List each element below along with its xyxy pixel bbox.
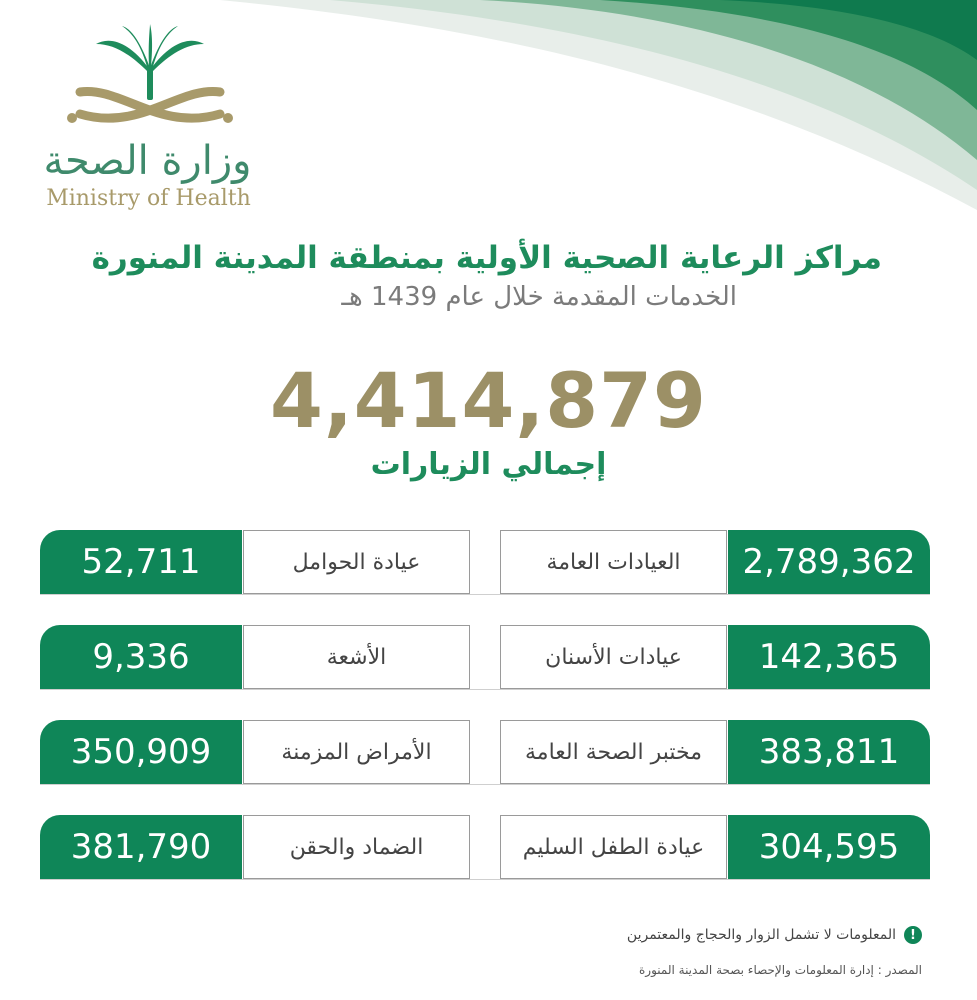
service-row <box>40 530 930 594</box>
service-label-right: عيادات الأسنان <box>500 625 727 689</box>
row-divider <box>40 594 930 595</box>
service-label-right: مختبر الصحة العامة <box>500 720 727 784</box>
service-row <box>40 625 930 689</box>
service-value-left: 9,336 <box>40 625 242 689</box>
footer-note <box>627 926 922 944</box>
service-value-right: 304,595 <box>728 815 930 879</box>
service-label-right: عيادة الطفل السليم <box>500 815 727 879</box>
service-value-right: 383,811 <box>728 720 930 784</box>
info-exclamation-icon: ! <box>904 926 922 944</box>
service-value-left: 350,909 <box>40 720 242 784</box>
total-visits-value: 4,414,879 <box>270 356 707 445</box>
logo-arabic-text: وزارة الصحة <box>43 138 252 184</box>
footer-source: المصدر : إدارة المعلومات والإحصاء بصحة المدينة المنورة <box>638 963 922 977</box>
service-label-left: الأمراض المزمنة <box>243 720 470 784</box>
service-value-left: 381,790 <box>40 815 242 879</box>
footer-note-text: المعلومات لا تشمل الزوار والحجاج والمعتمرين <box>626 927 896 943</box>
service-value-right: 142,365 <box>728 625 930 689</box>
row-divider <box>40 689 930 690</box>
service-label-left: عيادة الحوامل <box>243 530 470 594</box>
service-label-right: العيادات العامة <box>500 530 727 594</box>
page-subtitle: الخدمات المقدمة خلال عام 1439 هـ <box>341 282 737 312</box>
page-title: مراكز الرعاية الصحية الأولية بمنطقة المدينة المنورة <box>91 240 882 276</box>
service-value-right: 2,789,362 <box>728 530 930 594</box>
total-visits-label: إجمالي الزيارات <box>370 447 607 482</box>
service-row <box>40 720 930 784</box>
service-row <box>40 815 930 879</box>
service-label-left: الضماد والحقن <box>243 815 470 879</box>
service-value-left: 52,711 <box>40 530 242 594</box>
row-divider <box>40 879 930 880</box>
logo-english-text: Ministry of Health <box>46 186 251 211</box>
row-divider <box>40 784 930 785</box>
service-label-left: الأشعة <box>243 625 470 689</box>
